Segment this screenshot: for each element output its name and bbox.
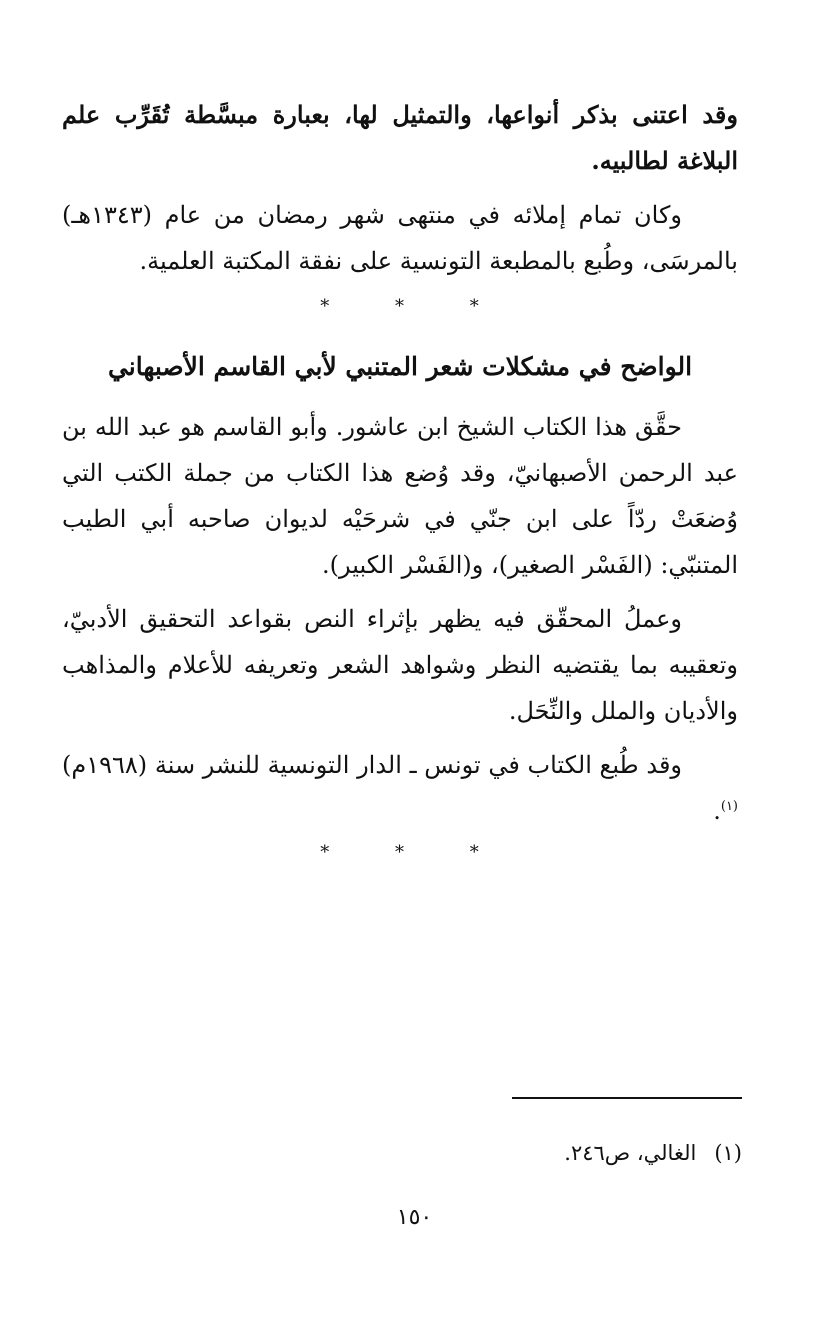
footnote-reference[interactable]: (١) bbox=[720, 799, 738, 814]
section-separator-1: * * * bbox=[320, 296, 509, 317]
paragraph-printing: وكان تمام إملائه في منتهى شهر رمضان من عام (١٣٤٣هـ) بالمرسَى، وطُبع بالمطبعة التونسية على نفقة المكتبة العلمية. bbox=[62, 201, 738, 275]
paragraph-balagha: وقد اعتنى بذكر أنواعها، والتمثيل لها، بعبارة مبسَّطة تُقَرِّب علم البلاغة لطالبيه. bbox=[62, 100, 738, 175]
section-heading: الواضح في مشكلات شعر المتنبي لأبي القاسم الأصبهاني bbox=[107, 352, 693, 381]
paragraph-wadih-intro: حقَّق هذا الكتاب الشيخ ابن عاشور. وأبو القاسم هو عبد الله بن عبد الرحمن الأصبهانيّ، وقد وُضع هذا الكتاب من جملة الكتب التي وُضعَتْ ردّاً على ابن جنّي في شرحَيْه لديوان صاحبه أبي الطيب المتنبّي: (الفَسْر الصغير)، و(الفَسْر الكبير). bbox=[62, 413, 738, 579]
footnote bbox=[62, 1136, 742, 1170]
footnote-divider bbox=[512, 1097, 742, 1099]
section-separator-2: * * * bbox=[320, 842, 509, 863]
footnote-text: الغالي، ص٢٤٦. bbox=[564, 1141, 697, 1165]
paragraph-editor-work: وعملُ المحقّق فيه يظهر بإثراء النص بقواعد التحقيق الأدبيّ، وتعقيبه بما يقتضيه النظر وشواهد الشعر وتعريفه للأعلام والمذاهب والأديان والملل والنِّحَل. bbox=[62, 605, 738, 725]
page-number: ١٥٠ bbox=[396, 1205, 433, 1230]
footnote-number: (١) bbox=[714, 1141, 742, 1165]
paragraph-publication: وقد طُبع الكتاب في تونس ـ الدار التونسية للنشر سنة (١٩٦٨م)$^{(١)}$. bbox=[62, 751, 738, 825]
